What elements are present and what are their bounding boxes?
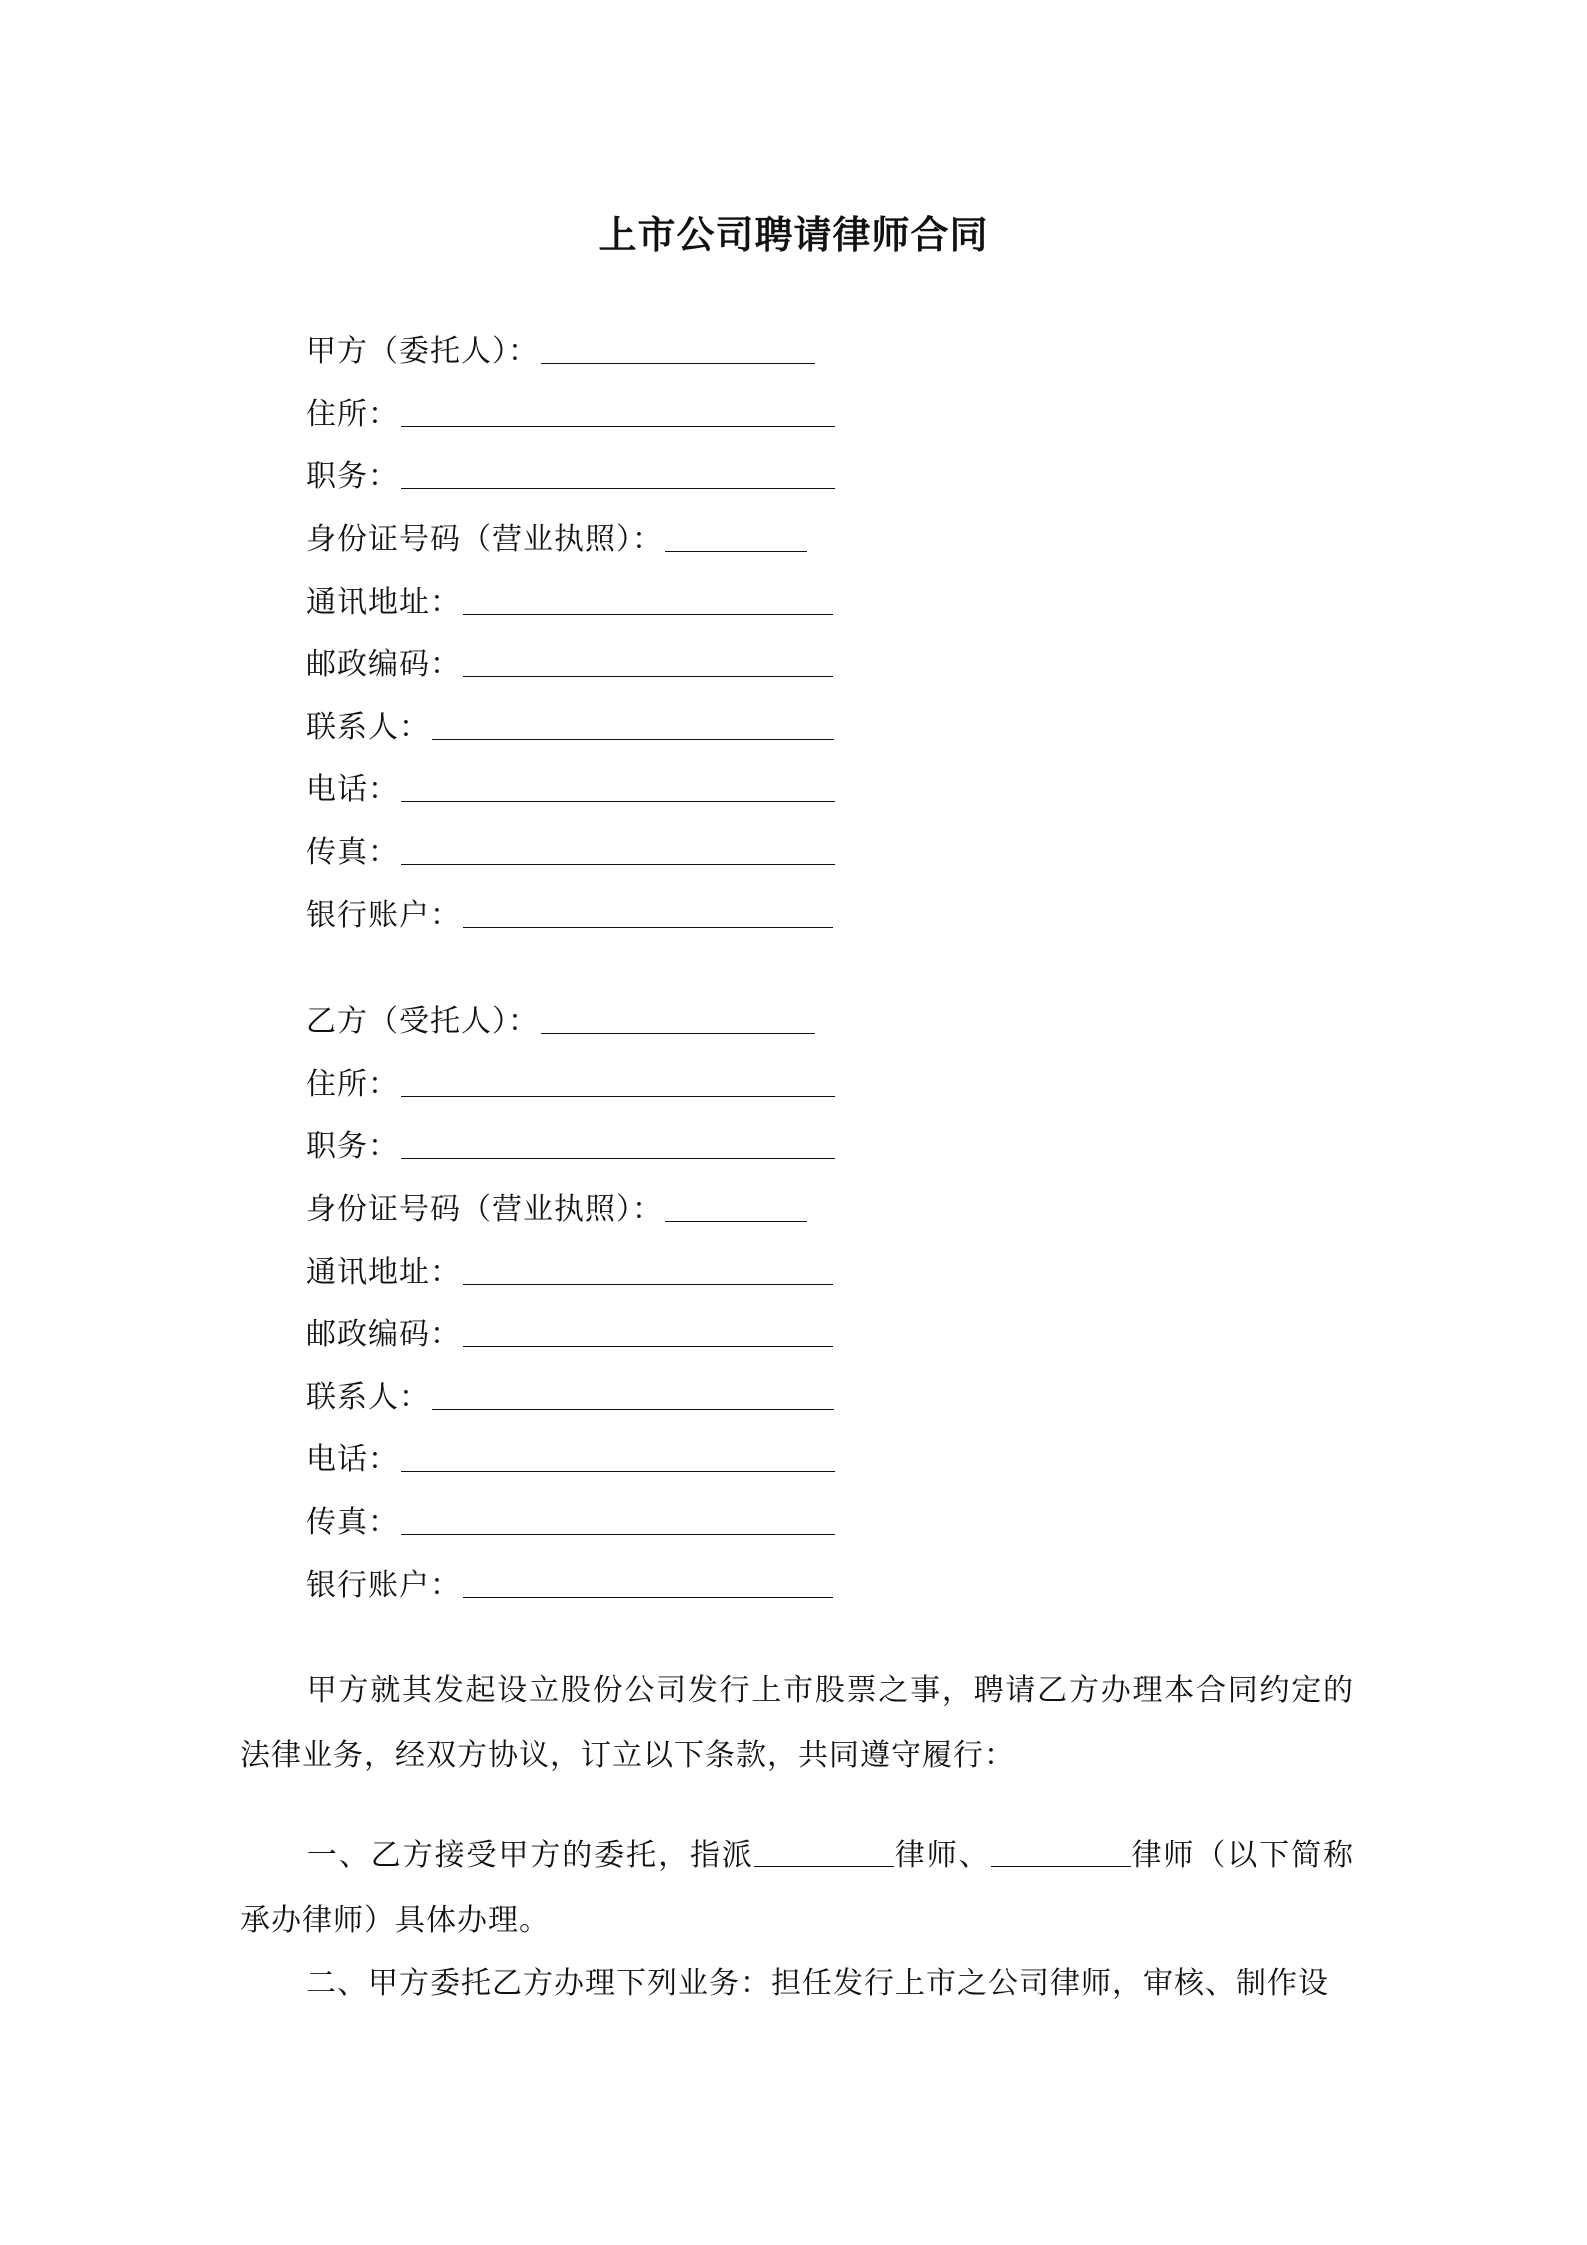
party-b-field-row — [306, 1055, 835, 1103]
party-b-fax-field[interactable] — [401, 1494, 835, 1535]
party-a-position-field[interactable] — [401, 448, 835, 489]
party-b-position-label: 职务： — [306, 1129, 399, 1164]
party-a-id-label: 身份证号码（营业执照）： — [306, 522, 663, 557]
party-a-postcode-field[interactable] — [463, 636, 833, 677]
lawyer-name-2-field[interactable] — [991, 1836, 1131, 1867]
party-b-name-field[interactable] — [541, 993, 815, 1034]
party-b-field-row — [306, 1556, 833, 1604]
clause-2-text: 二、甲方委托乙方办理下列业务：担任发行上市之公司律师，审核、制作设 — [306, 1966, 1329, 2001]
party-b-phone-field[interactable] — [401, 1431, 835, 1472]
party-b-fax-label: 传真： — [306, 1505, 399, 1540]
document-title: 上市公司聘请律师合同 — [598, 212, 989, 257]
clause-1-paragraph — [240, 1823, 1354, 1953]
party-b-field-row — [306, 1493, 835, 1541]
preamble-paragraph — [240, 1658, 1354, 1788]
clause-1-part-3: 律师（以下简称承办律师）具体办理。 — [240, 1838, 1355, 1938]
party-a-bank-account-field[interactable] — [463, 887, 833, 928]
party-b-field-row — [306, 1180, 807, 1228]
party-a-position-label: 职务： — [306, 459, 399, 494]
party-b-id-field[interactable] — [665, 1181, 807, 1222]
party-b-bank-account-field[interactable] — [463, 1557, 833, 1598]
party-b-postcode-label: 邮政编码： — [306, 1317, 461, 1352]
party-a-field-row — [306, 635, 833, 683]
party-a-address-field[interactable] — [401, 386, 835, 427]
party-b-bank-account-label: 银行账户： — [306, 1568, 461, 1603]
clause-1-part-2: 律师、 — [893, 1838, 991, 1873]
party-b-field-row — [306, 1368, 834, 1416]
party-b-phone-label: 电话： — [306, 1442, 399, 1477]
party-b-position-field[interactable] — [401, 1118, 835, 1159]
party-b-mailing-address-field[interactable] — [463, 1244, 833, 1285]
party-a-contact-label: 联系人： — [306, 710, 430, 745]
party-a-contact-field[interactable] — [432, 699, 834, 740]
preamble-text: 甲方就其发起设立股份公司发行上市股票之事，聘请乙方办理本合同约定的法律业务，经双方协议，订立以下条款，共同遵守履行： — [240, 1673, 1354, 1773]
party-a-postcode-label: 邮政编码： — [306, 647, 461, 682]
party-b-header-row — [306, 992, 815, 1040]
party-a-phone-field[interactable] — [401, 761, 835, 802]
party-b-field-row — [306, 1430, 835, 1478]
party-b-postcode-field[interactable] — [463, 1306, 833, 1347]
party-a-field-row — [306, 573, 833, 621]
party-a-phone-label: 电话： — [306, 772, 399, 807]
party-a-field-row — [306, 886, 833, 934]
party-b-address-field[interactable] — [401, 1056, 835, 1097]
party-b-mailing-address-label: 通讯地址： — [306, 1255, 461, 1290]
clause-1-part-1: 一、乙方接受甲方的委托，指派 — [306, 1838, 754, 1873]
party-b-header-label: 乙方（受托人）： — [306, 1004, 539, 1039]
party-a-mailing-address-field[interactable] — [463, 574, 833, 615]
party-a-field-row — [306, 698, 834, 746]
party-a-field-row — [306, 385, 835, 433]
party-a-field-row — [306, 510, 807, 558]
party-a-field-row — [306, 760, 835, 808]
party-a-fax-field[interactable] — [401, 824, 835, 865]
party-b-contact-field[interactable] — [432, 1369, 834, 1410]
lawyer-name-1-field[interactable] — [754, 1836, 894, 1867]
party-a-mailing-address-label: 通讯地址： — [306, 585, 461, 620]
party-b-id-label: 身份证号码（营业执照）： — [306, 1192, 663, 1227]
party-a-name-field[interactable] — [541, 323, 815, 364]
party-a-header-row — [306, 322, 815, 370]
party-a-address-label: 住所： — [306, 397, 399, 432]
party-a-bank-account-label: 银行账户： — [306, 898, 461, 933]
party-b-field-row — [306, 1243, 833, 1291]
party-b-field-row — [306, 1305, 833, 1353]
party-b-field-row — [306, 1117, 835, 1165]
clause-2-paragraph — [240, 1951, 1354, 2016]
party-a-id-field[interactable] — [665, 511, 807, 552]
party-a-field-row — [306, 823, 835, 871]
party-a-fax-label: 传真： — [306, 835, 399, 870]
party-a-field-row — [306, 447, 835, 495]
party-a-header-label: 甲方（委托人）： — [306, 334, 539, 369]
party-b-address-label: 住所： — [306, 1067, 399, 1102]
party-b-contact-label: 联系人： — [306, 1380, 430, 1415]
